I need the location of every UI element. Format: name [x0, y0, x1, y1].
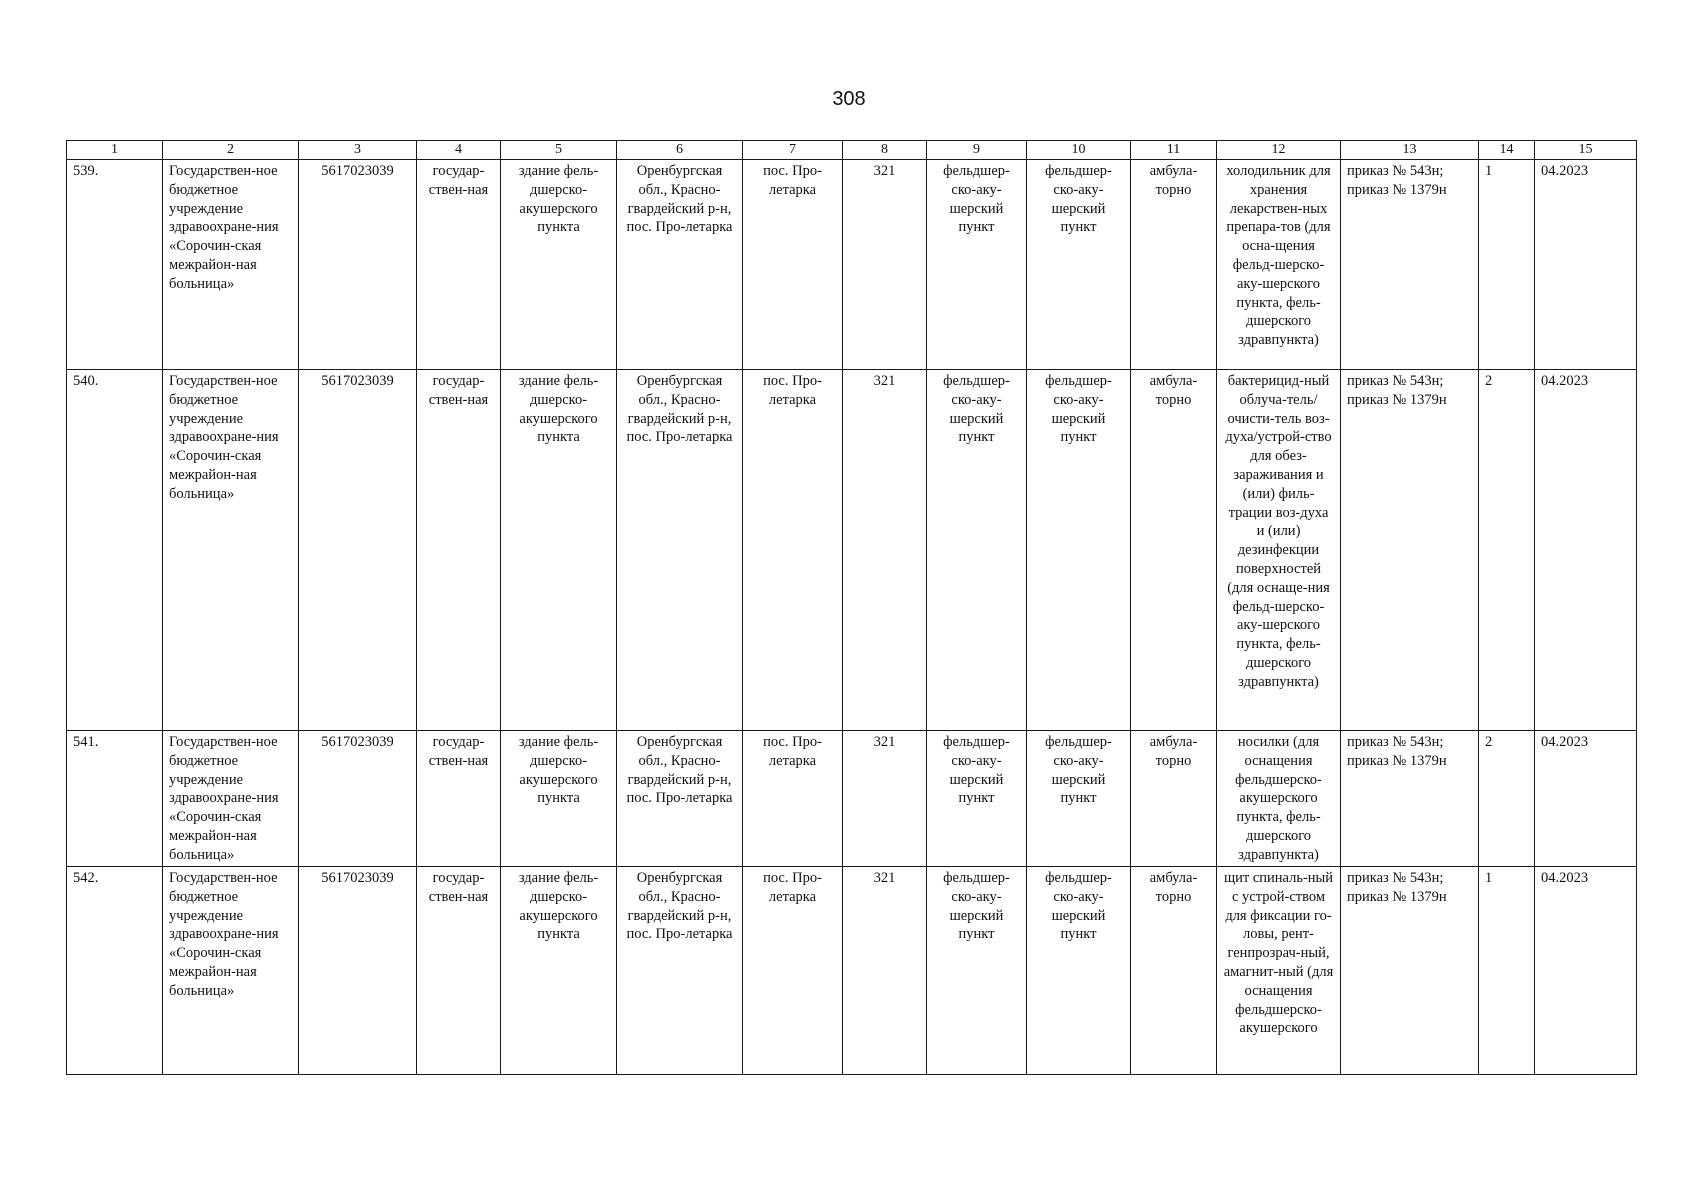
date: 04.2023	[1535, 731, 1637, 867]
ownership-form: государ-ствен-ная	[417, 370, 501, 731]
inn: 5617023039	[299, 731, 417, 867]
column-number-row	[67, 141, 1637, 160]
column-number: 12	[1217, 141, 1341, 160]
table-row	[67, 731, 1637, 867]
column-number: 15	[1535, 141, 1637, 160]
locality: пос. Про-летарка	[743, 370, 843, 731]
ownership-form: государ-ствен-ная	[417, 731, 501, 867]
care-condition: амбула-торно	[1131, 867, 1217, 1075]
building: здание фель-дшерско-акушерского пункта	[501, 731, 617, 867]
unit-type: фельдшер-ско-аку-шерский пункт	[1027, 160, 1131, 370]
date: 04.2023	[1535, 370, 1637, 731]
quantity: 1	[1479, 867, 1535, 1075]
code: 321	[843, 370, 927, 731]
table-row	[67, 370, 1637, 731]
column-number: 5	[501, 141, 617, 160]
ownership-form: государ-ствен-ная	[417, 160, 501, 370]
column-number: 9	[927, 141, 1027, 160]
date: 04.2023	[1535, 160, 1637, 370]
building: здание фель-дшерско-акушерского пункта	[501, 160, 617, 370]
column-number: 6	[617, 141, 743, 160]
order: приказ № 543н; приказ № 1379н	[1341, 867, 1479, 1075]
unit: фельдшер-ско-аку-шерский пункт	[927, 160, 1027, 370]
unit: фельдшер-ско-аку-шерский пункт	[927, 867, 1027, 1075]
page-number: 308	[832, 88, 866, 110]
locality: пос. Про-летарка	[743, 731, 843, 867]
unit: фельдшер-ско-аку-шерский пункт	[927, 370, 1027, 731]
order: приказ № 543н; приказ № 1379н	[1341, 160, 1479, 370]
column-number: 4	[417, 141, 501, 160]
building: здание фель-дшерско-акушерского пункта	[501, 370, 617, 731]
organization-name: Государствен-ное бюджетное учреждение здравоохране-ния «Сорочин-ская межрайон-ная больница»	[163, 160, 299, 370]
inn: 5617023039	[299, 160, 417, 370]
order: приказ № 543н; приказ № 1379н	[1341, 731, 1479, 867]
quantity: 2	[1479, 370, 1535, 731]
ownership-form: государ-ствен-ная	[417, 867, 501, 1075]
column-number: 10	[1027, 141, 1131, 160]
column-number: 14	[1479, 141, 1535, 160]
code: 321	[843, 160, 927, 370]
unit: фельдшер-ско-аку-шерский пункт	[927, 731, 1027, 867]
column-number: 8	[843, 141, 927, 160]
column-number: 2	[163, 141, 299, 160]
organization-name: Государствен-ное бюджетное учреждение здравоохране-ния «Сорочин-ская межрайон-ная больница»	[163, 731, 299, 867]
organization-name: Государствен-ное бюджетное учреждение здравоохране-ния «Сорочин-ская межрайон-ная больница»	[163, 370, 299, 731]
column-number: 7	[743, 141, 843, 160]
building: здание фель-дшерско-акушерского пункта	[501, 867, 617, 1075]
address: Оренбургская обл., Красно-гвардейский р-н, пос. Про-летарка	[617, 867, 743, 1075]
care-condition: амбула-торно	[1131, 370, 1217, 731]
table-row	[67, 160, 1637, 370]
column-number: 13	[1341, 141, 1479, 160]
row-number: 541.	[67, 731, 163, 867]
address: Оренбургская обл., Красно-гвардейский р-н, пос. Про-летарка	[617, 160, 743, 370]
quantity: 2	[1479, 731, 1535, 867]
care-condition: амбула-торно	[1131, 731, 1217, 867]
unit-type: фельдшер-ско-аку-шерский пункт	[1027, 867, 1131, 1075]
column-number: 1	[67, 141, 163, 160]
locality: пос. Про-летарка	[743, 160, 843, 370]
address: Оренбургская обл., Красно-гвардейский р-н, пос. Про-летарка	[617, 370, 743, 731]
unit-type: фельдшер-ско-аку-шерский пункт	[1027, 731, 1131, 867]
unit-type: фельдшер-ско-аку-шерский пункт	[1027, 370, 1131, 731]
row-number: 539.	[67, 160, 163, 370]
table-row	[67, 867, 1637, 1075]
code: 321	[843, 731, 927, 867]
inn: 5617023039	[299, 867, 417, 1075]
order: приказ № 543н; приказ № 1379н	[1341, 370, 1479, 731]
inn: 5617023039	[299, 370, 417, 731]
quantity: 1	[1479, 160, 1535, 370]
organization-name: Государствен-ное бюджетное учреждение здравоохране-ния «Сорочин-ская межрайон-ная больница»	[163, 867, 299, 1075]
address: Оренбургская обл., Красно-гвардейский р-н, пос. Про-летарка	[617, 731, 743, 867]
equipment: щит спиналь-ный с устрой-ством для фиксации го-ловы, рент-генпрозрач-ный, амагнит-ный (для оснащения фельдшерско-акушерского	[1217, 867, 1341, 1075]
row-number: 542.	[67, 867, 163, 1075]
column-number: 3	[299, 141, 417, 160]
equipment: холодильник для хранения лекарствен-ных препара-тов (для осна-щения фельд-шерско-аку-шерского пункта, фель-дшерского здравпункта)	[1217, 160, 1341, 370]
column-number: 11	[1131, 141, 1217, 160]
locality: пос. Про-летарка	[743, 867, 843, 1075]
registry-table	[66, 140, 1637, 1075]
date: 04.2023	[1535, 867, 1637, 1075]
row-number: 540.	[67, 370, 163, 731]
equipment: носилки (для оснащения фельдшерско-акушерского пункта, фель-дшерского здравпункта)	[1217, 731, 1341, 867]
care-condition: амбула-торно	[1131, 160, 1217, 370]
equipment: бактерицид-ный облуча-тель/очисти-тель воз-духа/устрой-ство для обез-зараживания и (или) филь-трации воз-духа и (или) дезинфекции поверхностей (для оснаще-ния фельд-шерско-аку-шерского пункта, фель-дшерского здравпункта)	[1217, 370, 1341, 731]
code: 321	[843, 867, 927, 1075]
